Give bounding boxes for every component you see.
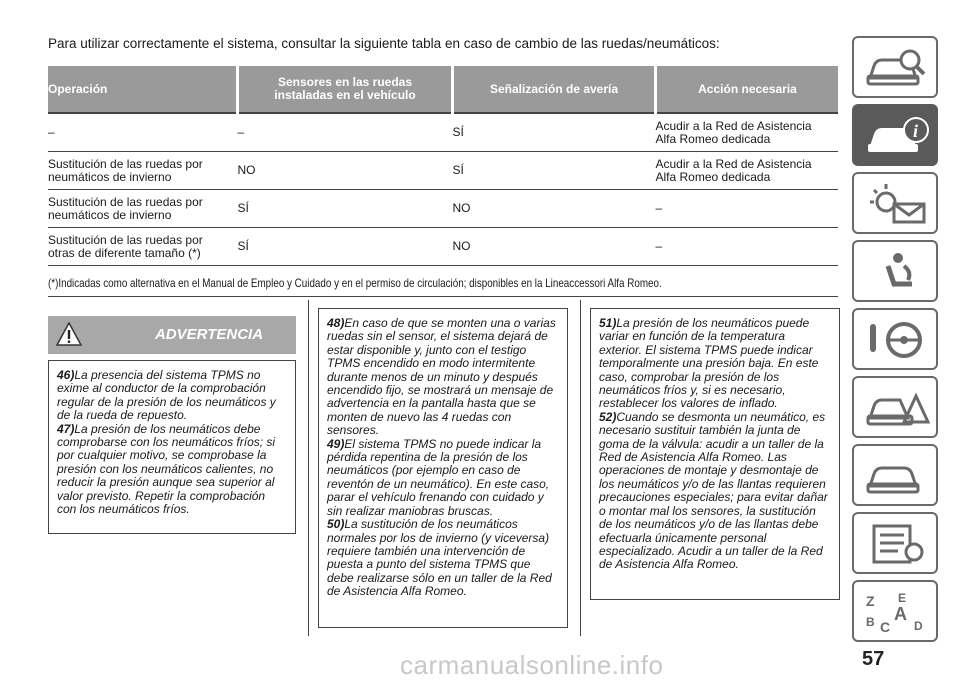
tab-steering-start[interactable] (852, 308, 938, 370)
note-50: 50)La sustitución de los neumáticos normales por los de invierno (y viceversa) requiere también una intervención de puesta a punto del sistema TPMS que debe realizarse sólo en un taller de la Red de Asistencia Alfa Romeo. (327, 517, 552, 599)
note-48: 48)En caso de que se monten una o varias ruedas sin el sensor, el sistema dejará de estar disponible y, junto con el testigo TPMS encendido en modo intermitente durante menos de un minuto y después encendido fijo, se mostrará un mensaje de advertencia en la pantalla hasta que se monten de nuevo las 4 ruedas con sensores. (327, 316, 556, 438)
section-divider (48, 296, 838, 297)
svg-text:i: i (913, 121, 919, 141)
tab-warning-lights[interactable] (852, 172, 938, 234)
svg-text:B: B (866, 615, 875, 629)
warning-title: ADVERTENCIA (154, 326, 264, 343)
header-sensors: Sensores en las ruedas instaladas en el vehículo (238, 66, 453, 113)
table-footnote: (*)Indicadas como alternativa en el Manual de Empleo y Cuidado y en el permiso de circulación; disponibles en la Lineaccessori Alfa Romeo. (48, 276, 662, 290)
warning-lights-icon (864, 182, 930, 226)
warning-triangle-icon (56, 322, 82, 346)
tab-index[interactable] (852, 580, 938, 642)
note-52: 52)Cuando se desmonta un neumático, es necesario sustituir también la junta de goma de la válvula: acudir a un taller de la Red de Asistencia Alfa Romeo. Las operaciones de montaje y desmontaje de los neumáticos y/o de las llantas requieren precauciones especiales; para evitar dañar o montar mal los sensores, la sustitución de los neumáticos y/o de las llantas debe efectuarla únicamente personal especializado. Acudir a un taller de la Red de Asistencia Alfa Romeo. (599, 409, 828, 572)
cell-sensors: – (238, 113, 453, 152)
page-number: 57 (862, 648, 885, 670)
svg-text:E: E (898, 591, 907, 605)
svg-text:Z: Z (866, 593, 875, 609)
tab-roadside-emergency[interactable] (852, 376, 938, 438)
cell-sensors: NO (238, 152, 453, 190)
note-51: 51)La presión de los neumáticos puede variar en función de la temperatura exterior. El sistema TPMS puede indicar temporalmente una presión baja. En este caso, comprobar la presión de los neumáticos fríos y, si es necesario, restablecer los valores de inflado. (599, 316, 819, 411)
car-info-icon (864, 114, 930, 158)
table-row (48, 228, 838, 266)
tab-car-maintenance[interactable] (852, 444, 938, 506)
header-fault-signal: Señalización de avería (453, 66, 656, 113)
cell-fault: SÍ (453, 152, 656, 190)
cell-action: Acudir a la Red de Asistencia Alfa Romeo dedicada (656, 113, 839, 152)
cell-operation: Sustitución de las ruedas por neumáticos de invierno (48, 190, 238, 228)
tab-technical-data[interactable] (852, 512, 938, 574)
table-row (48, 113, 838, 152)
svg-text:A: A (894, 604, 907, 624)
technical-data-icon (864, 522, 930, 566)
tab-car-info[interactable] (852, 104, 938, 166)
cell-operation: Sustitución de las ruedas por otras de diferente tamaño (*) (48, 228, 238, 266)
cell-sensors: SÍ (238, 228, 453, 266)
roadside-emergency-icon (864, 386, 930, 430)
svg-text:C: C (880, 619, 891, 634)
cell-action: – (656, 190, 839, 228)
cell-action: Acudir a la Red de Asistencia Alfa Romeo dedicada (656, 152, 839, 190)
note-46: 46)La presencia del sistema TPMS no exime al conductor de la comprobación regular de la presión de los neumáticos y de la rueda de repuesto. (57, 368, 276, 423)
notes-box-3 (590, 308, 840, 600)
cell-fault: NO (453, 228, 656, 266)
column-divider (308, 300, 309, 636)
warning-header (48, 316, 296, 354)
airbag-seat-icon (864, 250, 930, 294)
cell-operation: Sustitución de las ruedas por neumáticos de invierno (48, 152, 238, 190)
column-divider (580, 300, 581, 636)
watermark: carmanualsonline.info (400, 650, 664, 680)
car-maintenance-icon (864, 454, 930, 498)
table-row (48, 190, 838, 228)
cell-fault: NO (453, 190, 656, 228)
car-inspection-icon (864, 46, 930, 90)
table-header-row (48, 66, 838, 113)
cell-fault: SÍ (453, 113, 656, 152)
note-49: 49)El sistema TPMS no puede indicar la pérdida repentina de la presión de los neumáticos (por ejemplo en caso de reventón de un neumático). En este caso, parar el vehículo frenando con cuidado y sin realizar maniobras bruscas. (327, 436, 550, 518)
table-row (48, 152, 838, 190)
intro-text: Para utilizar correctamente el sistema, consultar la siguiente tabla en caso de cambio de las ruedas/neumáticos: (48, 36, 720, 51)
tab-car-inspection[interactable] (852, 36, 938, 98)
svg-text:D: D (914, 619, 923, 633)
cell-action: – (656, 228, 839, 266)
cell-operation: – (48, 113, 238, 152)
header-operation: Operación (48, 66, 238, 113)
notes-box-2 (318, 308, 568, 628)
warning-box (48, 360, 296, 534)
steering-start-icon (864, 318, 930, 362)
operations-table (48, 66, 838, 266)
index-icon (864, 590, 930, 634)
cell-sensors: SÍ (238, 190, 453, 228)
note-47: 47)La presión de los neumáticos debe comprobarse con los neumáticos fríos; si por cualquier motivo, se comprobase la presión con los neumáticos calientes, no reducir la presión aunque sea superior al valor previsto. Repetir la comprobación con los neumáticos fríos. (57, 421, 276, 517)
tab-airbag-seat[interactable] (852, 240, 938, 302)
header-action: Acción necesaria (656, 66, 839, 113)
